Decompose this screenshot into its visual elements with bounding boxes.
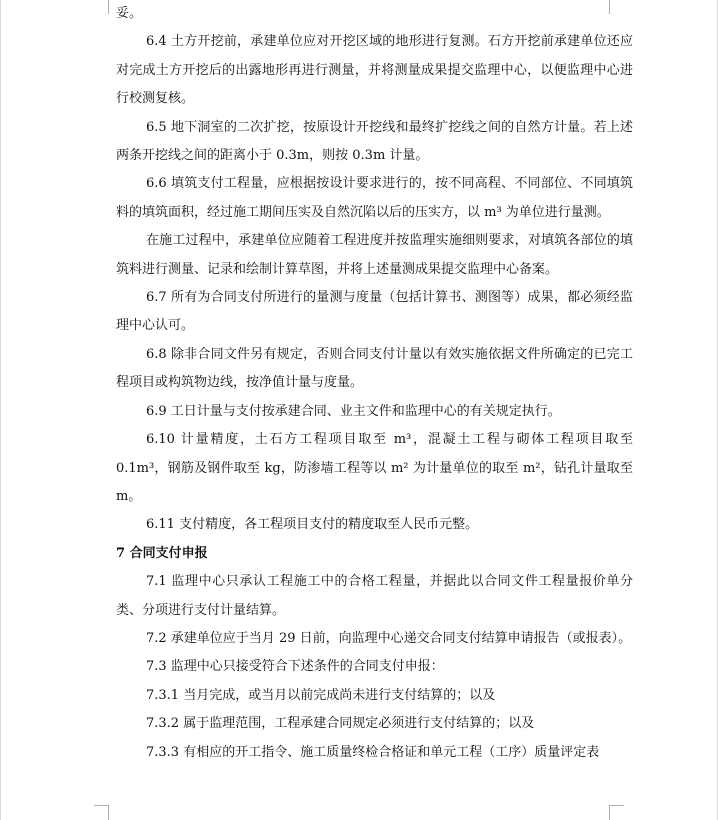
paragraph-7-3: 7.3 监理中心只接受符合下述条件的合同支付申报： — [146, 659, 444, 675]
paragraph-6-10: 6.10 计量精度，土石方工程项目取至 m³，混凝土工程与砌体工程项目取至 0.1m³，钢筋及钢件取至 kg，防渗墙工程等以 m² 为计量单位的取至 m²，钻孔计量取至 m。 — [116, 432, 633, 504]
paragraph-6-4: 6.4 土方开挖前，承建单位应对开挖区域的地形进行复测。石方开挖前承建单位还应对完成土方开挖后的出露地形再进行测量，并将测量成果提交监理中心，以便监理中心进行校测复核。 — [116, 34, 633, 107]
paragraph-continuation: 妥。 — [116, 6, 143, 21]
document-body — [116, 0, 633, 767]
paragraph-7-3-1: 7.3.1 当月完成，或当月以前完成尚未进行支付结算的；以及 — [146, 687, 496, 703]
paragraph-7-3-2: 7.3.2 属于监理范围，工程承建合同规定必须进行支付结算的；以及 — [146, 716, 535, 732]
crop-mark-top-left — [94, 0, 109, 14]
paragraph-6-6-cont: 在施工过程中，承建单位应随着工程进度并按监理实施细则要求，对填筑各部位的填筑料进行测量、记录和绘制计算草图，并将上述量测成果提交监理中心备案。 — [116, 233, 633, 277]
crop-mark-bottom-left — [94, 805, 109, 820]
paragraph-6-6: 6.6 填筑支付工程量，应根据按设计要求进行的，按不同高程、不同部位、不同填筑料的填筑面积，经过施工期间压实及自然沉陷以后的压实方，以 m³ 为单位进行量测。 — [116, 176, 633, 220]
paragraph-6-8: 6.8 除非合同文件另有规定，否则合同支付计量以有效实施依据文件所确定的已完工程项目或构筑物边线，按净值计量与度量。 — [116, 346, 633, 391]
crop-mark-bottom-right — [609, 805, 624, 820]
paragraph-6-11: 6.11 支付精度，各工程项目支付的精度取至人民币元整。 — [146, 517, 479, 533]
paragraph-6-5: 6.5 地下洞室的二次扩挖，按原设计开挖线和最终扩挖线之间的自然方计量。若上述两条开挖线之间的距离小于 0.3m，则按 0.3m 计量。 — [116, 119, 633, 164]
paragraph-7-1: 7.1 监理中心只承认工程施工中的合格工程量，并据此以合同文件工程量报价单分类、分项进行支付计量结算。 — [116, 574, 633, 618]
paragraph-7-3-3: 7.3.3 有相应的开工指令、施工质量终检合格证和单元工程（工序）质量评定表 — [146, 744, 600, 760]
paragraph-6-7: 6.7 所有为合同支付所进行的量测与度量（包括计算书、测图等）成果，都必须经监理中心认可。 — [116, 290, 633, 334]
paragraph-6-9: 6.9 工日计量与支付按承建合同、业主文件和监理中心的有关规定执行。 — [146, 403, 561, 419]
section-heading-7: 7 合同支付申报 — [116, 545, 208, 561]
paragraph-7-2: 7.2 承建单位应于当月 29 日前，向监理中心递交合同支付结算申请报告（或报表）。 — [146, 630, 632, 646]
